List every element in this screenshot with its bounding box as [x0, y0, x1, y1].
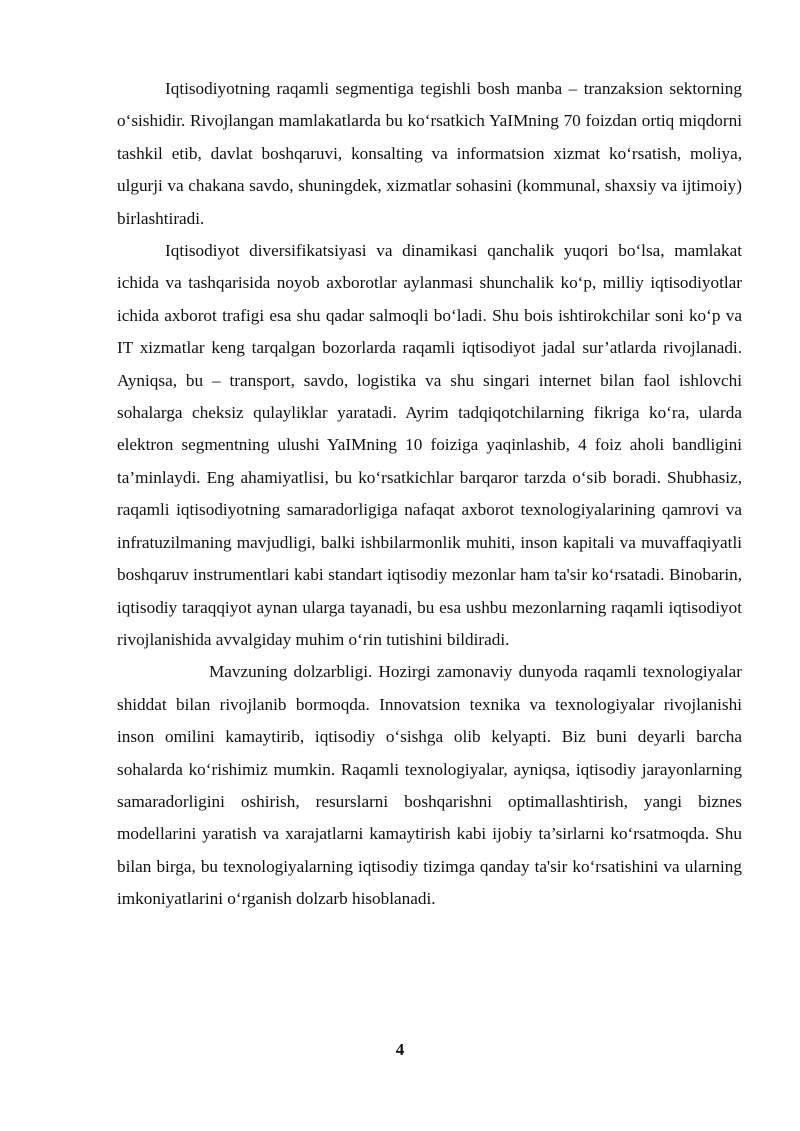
document-body	[117, 73, 742, 916]
page-number: 4	[395, 1040, 405, 1059]
paragraph-topic-relevance: Mavzuning dolzarbligi. Hozirgi zamonaviy dunyoda raqamli texnologiyalar shiddat bilan rivojlanib bormoqda. Innovatsion texnika va texnologiyalar rivojlanishi inson omilini kamaytirib, iqtisodiy o‘sishga olib kelyapti. Biz buni deyarli barcha sohalarda ko‘rishimiz mumkin. Raqamli texnologiyalar, ayniqsa, iqtisodiy jarayonlarning samaradorligini oshirish, resurslarni boshqarishni optimallashtirish, yangi biznes modellarini yaratish va xarajatlarni kamaytirish kabi ijobiy ta’sirlarni ko‘rsatmoqda. Shu bilan birga, bu texnologiyalarning iqtisodiy tizimga qanday ta'sir ko‘rsatishini va ularning imkoniyatlarini o‘rganish dolzarb hisoblanadi.	[117, 662, 742, 909]
paragraph-transaction-sector: Iqtisodiyotning raqamli segmentiga tegishli bosh manba – tranzaksion sektorning o‘sishidir. Rivojlangan mamlakatlarda bu ko‘rsatkich YaIMning 70 foizdan ortiq miqdorni tashkil etib, davlat boshqaruvi, konsalting va informatsion xizmat ko‘rsatish, moliya, ulgurji va chakana savdo, shuningdek, xizmatlar sohasini (kommunal, shaxsiy va ijtimoiy) birlashtiradi.	[117, 79, 742, 228]
paragraph-diversification: Iqtisodiyot diversifikatsiyasi va dinamikasi qanchalik yuqori bo‘lsa, mamlakat ichida va tashqarisida noyob axborotlar aylanmasi shunchalik ko‘p, milliy iqtisodiyotlar ichida axborot trafigi esa shu qadar salmoqli bo‘ladi. Shu bois ishtirokchilar soni ko‘p va IT xizmatlar keng tarqalgan bozorlarda raqamli iqtisodiyot jadal sur’atlarda rivojlanadi. Ayniqsa, bu – transport, savdo, logistika va shu singari internet bilan faol ishlovchi sohalarga cheksiz qulayliklar yaratadi. Ayrim tadqiqotchilarning fikriga ko‘ra, ularda elektron segmentning ulushi YaIMning 10 foiziga yaqinlashib, 4 foiz aholi bandligini ta’minlaydi. Eng ahamiyatlisi, bu ko‘rsatkichlar barqaror tarzda o‘sib boradi. Shubhasiz, raqamli iqtisodiyotning samaradorligiga nafaqat axborot texnologiyalarining qamrovi va infratuzilmaning mavjudligi, balki ishbilarmonlik muhiti, inson kapitali va muvaffaqiyatli boshqaruv instrumentlari kabi standart iqtisodiy mezonlar ham ta'sir ko‘rsatadi. Binobarin, iqtisodiy taraqqiyot aynan ularga tayanadi, bu esa ushbu mezonlarning raqamli iqtisodiyot rivojlanishida avvalgiday muhim o‘rin tutishini bildiradi.	[117, 241, 742, 649]
